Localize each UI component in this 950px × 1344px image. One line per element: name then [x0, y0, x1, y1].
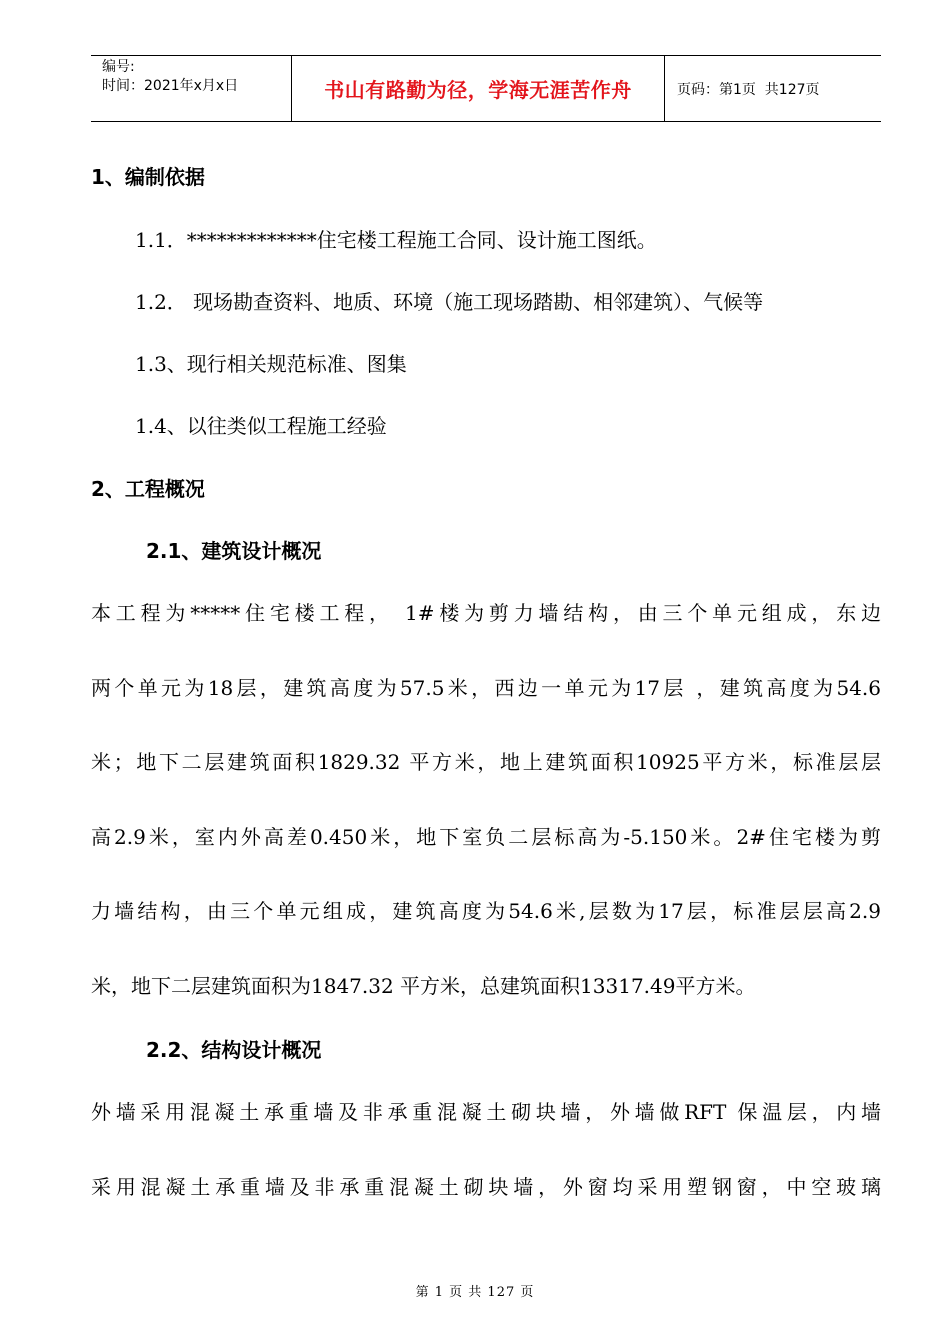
paragraph-line: 米，地下二层建筑面积为1847.32 平方米，总建筑面积13317.49平方米。: [91, 973, 756, 998]
section-1-title: 1、编制依据: [91, 165, 205, 189]
section-2-1-title: 2.1、建筑设计概况: [146, 539, 322, 563]
item-1-1: 1.1．*************住宅楼工程施工合同、设计施工图纸。: [135, 228, 657, 252]
paragraph-line: 米；地下二层建筑面积1829.32 平方米，地上建筑面积10925平方米，标准层层: [91, 750, 881, 774]
paragraph-line: 外墙采用混凝土承重墙及非承重混凝土砌块墙，外墙做RFT 保温层，内墙: [91, 1100, 881, 1124]
header-meta: [91, 56, 292, 121]
date-label: 时间：2021年x月x日: [102, 78, 239, 94]
paragraph-line: 采用混凝土承重墙及非承重混凝土砌块墙，外窗均采用塑钢窗，中空玻璃: [91, 1174, 881, 1199]
paragraph-line: 力墙结构，由三个单元组成，建筑高度为54.6米,层数为17层，标准层层高2.9: [91, 899, 881, 923]
section-2-2-title: 2.2、结构设计概况: [146, 1038, 322, 1062]
header-motto: 书山有路勤为径，学海无涯苦作舟: [292, 56, 665, 121]
item-1-2: 1.2． 现场勘查资料、地质、环境（施工现场踏勘、相邻建筑）、气候等: [135, 290, 764, 314]
doc-number-label: 编号:: [102, 59, 135, 75]
page-footer: 第 1 页 共 127 页: [415, 1285, 535, 1300]
paragraph-line: 本工程为*****住宅楼工程， 1#楼为剪力墙结构，由三个单元组成，东边: [91, 601, 881, 625]
paragraph-structure-design: [91, 1099, 881, 1248]
page-header: [91, 55, 881, 122]
paragraph-line: 高2.9米，室内外高差0.450米，地下室负二层标高为-5.150米。2#住宅楼为剪: [91, 824, 881, 849]
item-1-4: 1.4、以往类似工程施工经验: [135, 414, 387, 438]
item-1-3: 1.3、现行相关规范标准、图集: [135, 352, 407, 376]
paragraph-line: 两个单元为18层，建筑高度为57.5米，西边一单元为17层 ，建筑高度为54.6: [91, 675, 881, 700]
section-2-title: 2、工程概况: [91, 477, 205, 501]
header-page-info: [665, 56, 881, 121]
paragraph-building-design: [91, 600, 881, 1047]
header-page-text: 页码：第1页 共127页: [677, 81, 820, 98]
